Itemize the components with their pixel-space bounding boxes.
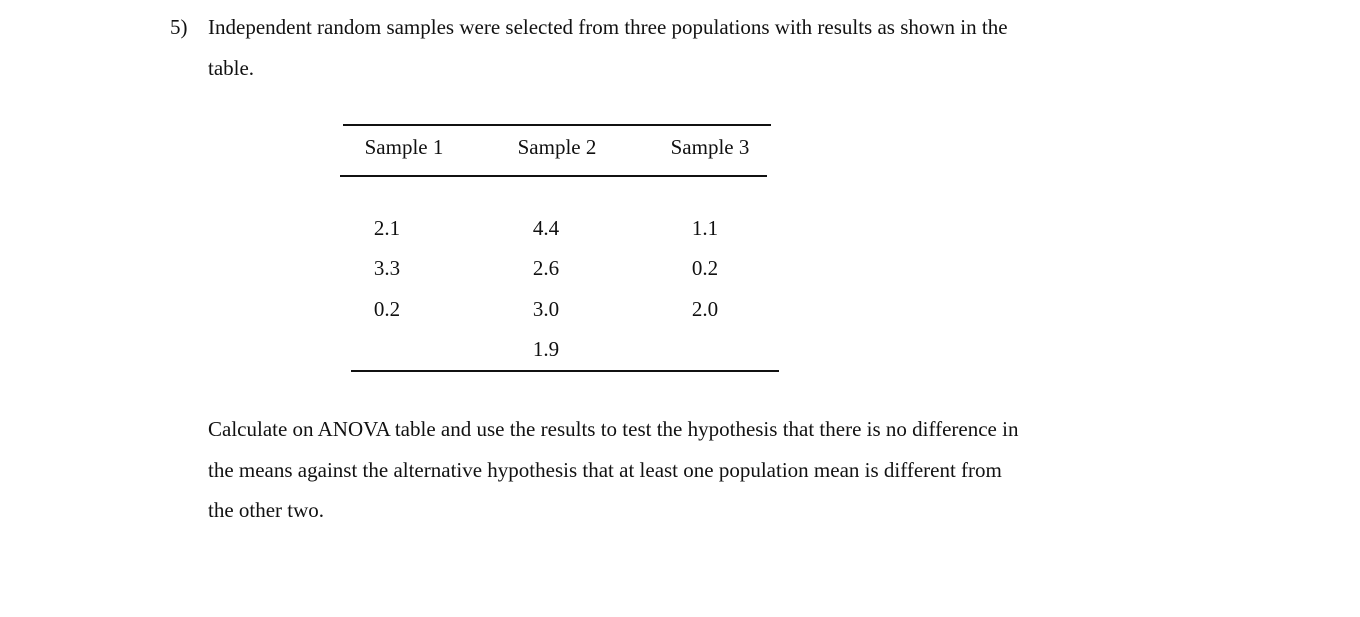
table-bottom-rule [351,370,779,372]
instruction-line-3: the other two. [208,498,325,522]
question-intro-line-1: Independent random samples were selected from three populations with results as shown in the [208,15,1008,39]
table-cell: 0.2 [373,297,401,321]
question-intro-line-2: table. [208,56,255,80]
instruction-line-1: Calculate on ANOVA table and use the results to test the hypothesis that there is no difference in [208,417,1019,441]
table-cell: 2.6 [532,256,560,280]
instruction-line-2: the means against the alternative hypothesis that at least one population mean is different from [208,458,1002,482]
table-cell: 3.0 [532,297,560,321]
table-header-sample-2: Sample 2 [517,135,597,159]
table-cell: 1.1 [691,216,719,240]
question-number: 5) [170,15,188,39]
table-header-sample-1: Sample 1 [364,135,444,159]
table-header-rule [340,175,767,177]
table-cell: 3.3 [373,256,401,280]
table-cell: 1.9 [532,337,560,361]
table-cell: 2.1 [373,216,401,240]
table-cell: 0.2 [691,256,719,280]
table-top-rule [343,124,771,126]
table-cell: 4.4 [532,216,560,240]
table-cell: 2.0 [691,297,719,321]
table-header-sample-3: Sample 3 [670,135,750,159]
